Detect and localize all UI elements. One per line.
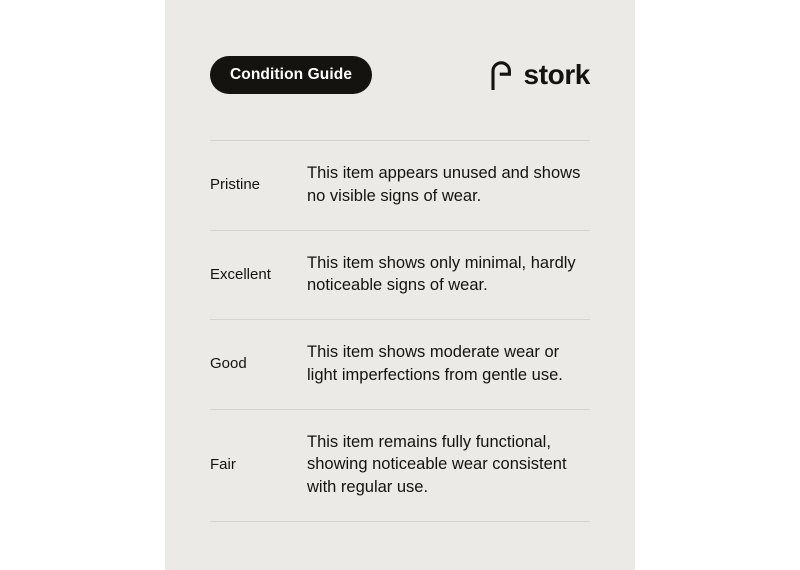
condition-label: Fair <box>210 455 236 473</box>
card-content <box>210 55 590 522</box>
table-row <box>210 409 590 522</box>
table-row <box>210 140 590 230</box>
condition-label: Excellent <box>210 265 271 283</box>
condition-guide-card <box>165 0 635 570</box>
condition-table <box>210 140 590 522</box>
condition-description: This item shows moderate wear or light imperfections from gentle use. <box>307 343 563 384</box>
card-header <box>210 55 590 95</box>
table-row <box>210 319 590 409</box>
condition-description: This item appears unused and shows no visible signs of wear. <box>307 164 581 205</box>
condition-guide-badge: Condition Guide <box>210 56 372 94</box>
condition-description: This item shows only minimal, hardly noticeable signs of wear. <box>307 253 576 295</box>
condition-label: Good <box>210 355 247 373</box>
condition-label: Pristine <box>210 176 261 194</box>
condition-description: This item remains fully functional, showing noticeable wear consistent with regular use. <box>307 432 567 497</box>
brand-lockup <box>489 60 590 90</box>
stork-logo-icon <box>489 60 515 90</box>
table-row <box>210 230 590 320</box>
brand-name: stork <box>523 59 590 90</box>
